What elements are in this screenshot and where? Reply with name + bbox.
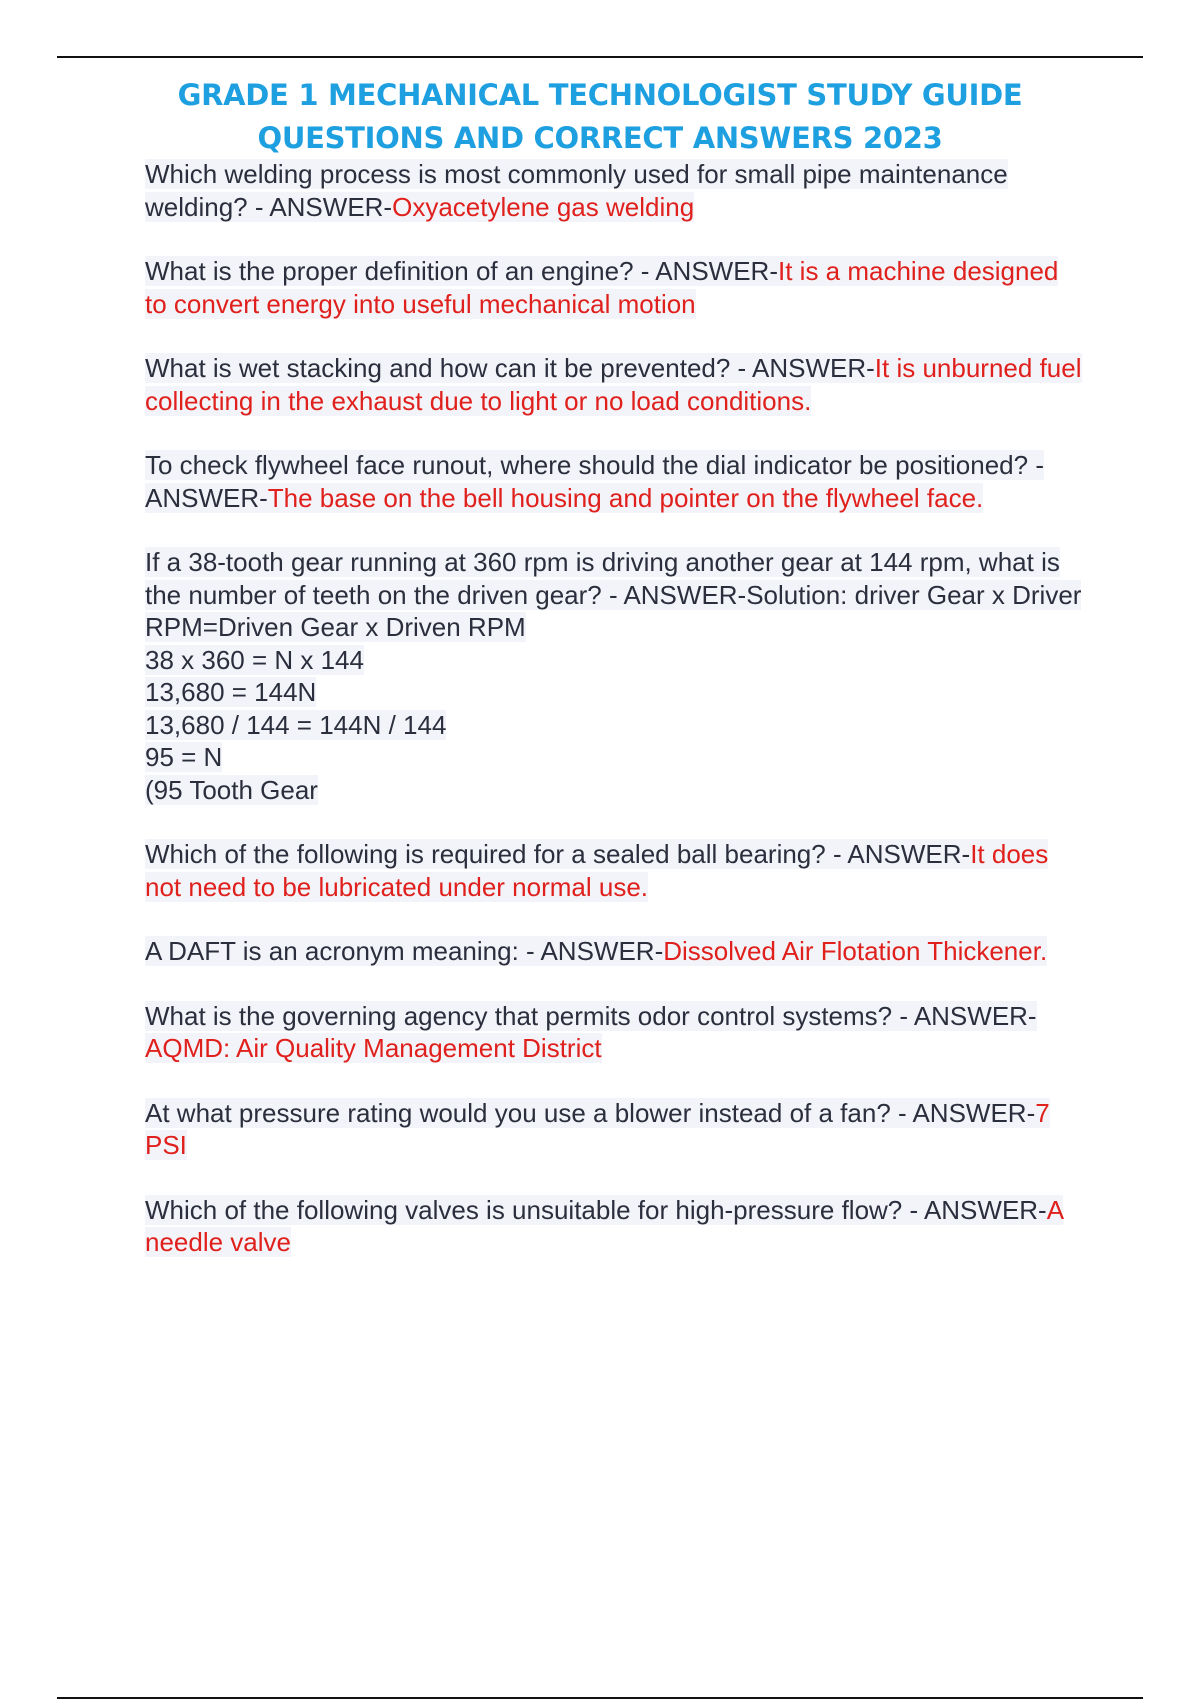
answer-solution-text: Solution: driver Gear x Driver RPM=Driven Gear x Driven RPM bbox=[145, 579, 1082, 642]
question-text: At what pressure rating would you use a blower instead of a fan? - bbox=[145, 1097, 913, 1128]
question-text: What is the proper definition of an engine? - bbox=[145, 256, 656, 286]
top-rule bbox=[57, 56, 1143, 58]
qa-item bbox=[145, 935, 1085, 968]
question-text: If a 38-tooth gear running at 360 rpm is driving another gear at 144 rpm, what is the number of teeth on the driven gear? - bbox=[145, 547, 1060, 610]
qa-item-gear-calculation bbox=[145, 546, 1085, 806]
answer-text: It does not need to be lubricated under normal use. bbox=[145, 839, 1049, 902]
answer-prefix: ANSWER- bbox=[269, 191, 393, 222]
title-line-1: GRADE 1 MECHANICAL TECHNOLOGIST STUDY GUIDE bbox=[177, 78, 1023, 112]
qa-item bbox=[145, 1000, 1085, 1065]
qa-item bbox=[145, 352, 1085, 417]
answer-text: The base on the bell housing and pointer on the flywheel face. bbox=[267, 482, 984, 513]
answer-prefix: ANSWER- bbox=[623, 579, 747, 610]
answer-prefix: ANSWER- bbox=[913, 1000, 1037, 1031]
answer-text: It is unburned fuel collecting in the exhaust due to light or no load conditions. bbox=[145, 353, 1082, 416]
bottom-rule bbox=[57, 1697, 1143, 1699]
solution-steps bbox=[145, 644, 1085, 807]
qa-item bbox=[145, 255, 1085, 320]
answer-prefix: ANSWER- bbox=[923, 1194, 1047, 1225]
question-text: A DAFT is an acronym meaning: - bbox=[145, 936, 541, 966]
title-line-2: QUESTIONS AND CORRECT ANSWERS 2023 bbox=[257, 121, 943, 155]
answer-prefix: ANSWER- bbox=[847, 839, 971, 869]
answer-prefix: ANSWER- bbox=[912, 1097, 1036, 1128]
qa-item bbox=[145, 1097, 1085, 1162]
qa-item bbox=[145, 158, 1085, 223]
answer-prefix: ANSWER- bbox=[752, 353, 875, 383]
question-text: What is wet stacking and how can it be prevented? - bbox=[145, 353, 753, 383]
qa-item bbox=[145, 449, 1085, 514]
question-text: What is the governing agency that permits odor control systems? - bbox=[145, 1000, 914, 1031]
qa-list bbox=[145, 158, 1085, 1291]
answer-text: 7 PSI bbox=[145, 1097, 1050, 1160]
answer-prefix: ANSWER- bbox=[540, 936, 664, 966]
answer-text: It is a machine designed to convert energy into useful mechanical motion bbox=[145, 256, 1059, 319]
question-text: Which of the following valves is unsuitable for high-pressure flow? - bbox=[145, 1194, 924, 1225]
solution-step: 38 x 360 = N x 144 bbox=[145, 644, 364, 675]
answer-prefix: ANSWER- bbox=[655, 256, 778, 286]
answer-text: Oxyacetylene gas welding bbox=[392, 191, 695, 222]
solution-step: (95 Tooth Gear bbox=[145, 774, 318, 805]
document-title bbox=[57, 74, 1143, 160]
answer-text: A needle valve bbox=[145, 1194, 1063, 1257]
qa-item bbox=[145, 1194, 1085, 1259]
solution-step: 13,680 / 144 = 144N / 144 bbox=[145, 709, 447, 740]
question-text: Which of the following is required for a sealed ball bearing? - bbox=[145, 839, 848, 869]
solution-step: 13,680 = 144N bbox=[145, 677, 317, 707]
solution-step: 95 = N bbox=[145, 742, 223, 772]
qa-item bbox=[145, 838, 1085, 903]
answer-text: Dissolved Air Flotation Thickener. bbox=[663, 936, 1048, 966]
answer-text: AQMD: Air Quality Management District bbox=[145, 1033, 602, 1063]
question-text: To check flywheel face runout, where should the dial indicator be positioned? - bbox=[145, 450, 1044, 480]
question-text: Which welding process is most commonly used for small pipe maintenance welding? - bbox=[145, 159, 1008, 222]
answer-prefix: ANSWER- bbox=[145, 482, 268, 513]
